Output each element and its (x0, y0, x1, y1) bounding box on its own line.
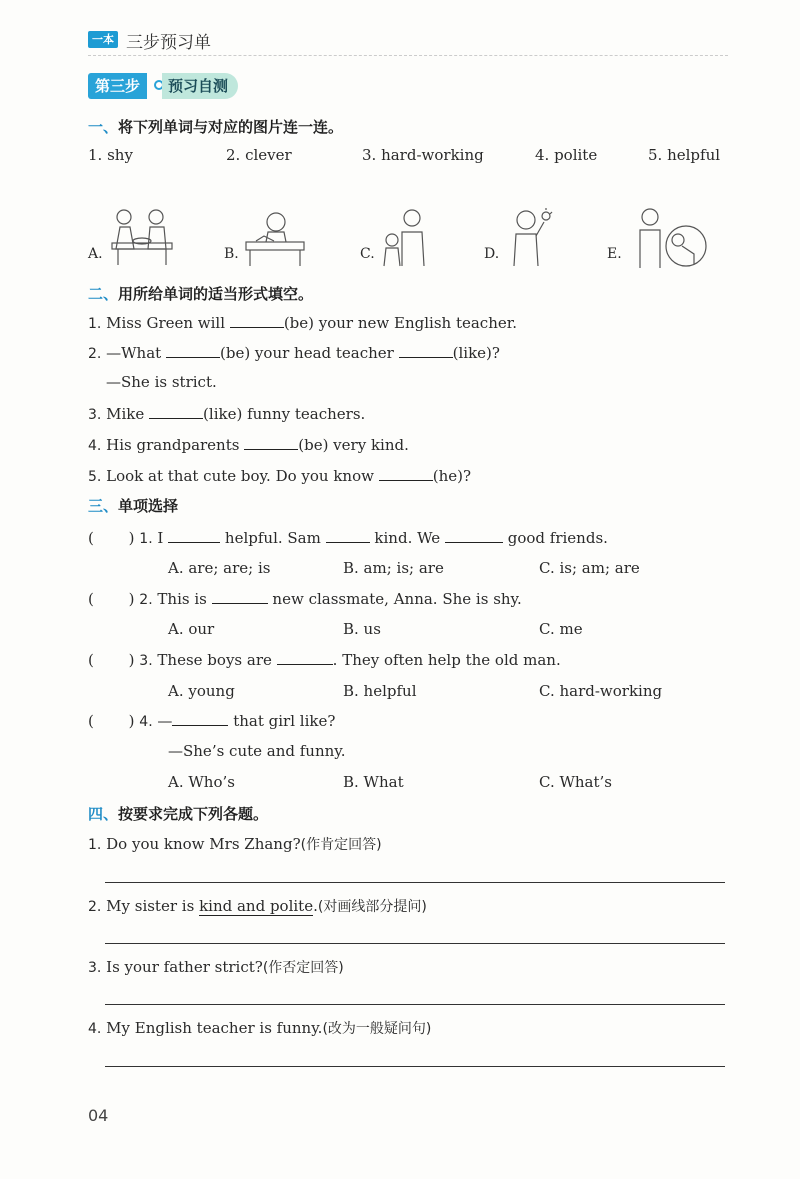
question-text: (like) funny teachers. (203, 405, 366, 423)
option-a[interactable]: A. are; are; is (168, 559, 271, 577)
question-number: 4. (88, 1021, 102, 1037)
answer-paren-close: ) (128, 590, 135, 608)
question-number: 3. (88, 407, 102, 423)
question-text: helpful. Sam (224, 529, 321, 547)
answer-blank (326, 528, 370, 543)
answer-paren-close: ) (128, 712, 135, 730)
answer-paren-open: ( (88, 590, 94, 608)
answer-blank[interactable] (149, 404, 203, 419)
picture-a-two-girls-at-table (106, 205, 178, 267)
question-text: good friends. (507, 529, 608, 547)
option-c[interactable]: C. What’s (539, 773, 612, 791)
section4-number: 四、 (88, 805, 119, 823)
question-number: 2. (88, 899, 102, 915)
word-4: 4. polite (535, 146, 598, 164)
option-b[interactable]: B. am; is; are (343, 559, 444, 577)
question-text: (be) your head teacher (219, 344, 394, 362)
answer-blank[interactable] (230, 313, 284, 328)
task-question-1 (88, 834, 382, 854)
section3-heading (88, 495, 178, 516)
fill-question-5 (88, 466, 471, 485)
section2-number: 二、 (88, 285, 119, 303)
option-c[interactable]: C. me (539, 620, 583, 638)
question-text: Mike (106, 405, 145, 423)
question-number: 4. (139, 714, 153, 730)
section1-title: 将下列单词与对应的图片连一连。 (118, 118, 344, 136)
question-number: 1. (139, 531, 153, 547)
picture-label-b: B. (224, 246, 239, 262)
answer-blank (277, 650, 333, 665)
page-number: 04 (88, 1106, 109, 1125)
picture-d-boy-with-idea (504, 206, 554, 268)
picture-c-woman-and-child (376, 206, 436, 268)
instruction-note: (对画线部分提问) (317, 899, 427, 915)
underlined-phrase: kind and polite (199, 897, 314, 915)
option-b[interactable]: B. us (343, 620, 381, 638)
dialogue-answer: —She’s cute and funny. (168, 742, 346, 760)
section2-heading (88, 283, 313, 304)
question-text: Is your father strict? (106, 958, 263, 976)
section1-number: 一、 (88, 118, 119, 136)
fill-question-4 (88, 435, 409, 454)
option-a[interactable]: A. Who’s (168, 773, 235, 791)
question-text: (like)? (452, 344, 500, 362)
fill-question-1 (88, 313, 517, 332)
question-text: These boys are (157, 651, 272, 669)
task-question-2 (88, 896, 427, 916)
option-c[interactable]: C. hard-working (539, 682, 663, 700)
section3-title: 单项选择 (118, 497, 179, 515)
question-text: that girl like? (233, 712, 336, 730)
option-c[interactable]: C. is; am; are (539, 559, 640, 577)
picture-b-boy-at-desk (240, 208, 308, 268)
question-text: His grandparents (106, 436, 240, 454)
question-number: 1. (88, 837, 102, 853)
answer-line[interactable] (105, 1004, 725, 1005)
question-text: This is (157, 590, 207, 608)
instruction-note: (改为一般疑问句) (322, 1021, 432, 1037)
answer-paren-open: ( (88, 651, 94, 669)
answer-blank (168, 528, 220, 543)
question-text: new classmate, Anna. She is shy. (272, 590, 522, 608)
answer-paren-open: ( (88, 529, 94, 547)
step-name: 预习自测 (162, 73, 238, 99)
word-2: 2. clever (226, 146, 292, 164)
question-text: —What (106, 344, 162, 362)
question-text: . (313, 897, 318, 915)
answer-blank[interactable] (399, 343, 453, 358)
answer-line[interactable] (105, 882, 725, 883)
word-1: 1. shy (88, 146, 133, 164)
answer-blank (445, 528, 503, 543)
answer-blank[interactable] (244, 435, 298, 450)
section4-heading (88, 803, 268, 824)
question-text: My sister is (106, 897, 195, 915)
word-3: 3. hard-working (362, 146, 484, 164)
dialogue-answer: —She is strict. (106, 373, 217, 391)
picture-label-e: E. (607, 246, 622, 262)
question-text: My English teacher is funny. (106, 1019, 323, 1037)
header-title: 三步预习单 (126, 33, 211, 53)
question-number: 5. (88, 469, 102, 485)
question-number: 3. (88, 960, 102, 976)
answer-blank (172, 711, 228, 726)
picture-label-d: D. (484, 246, 500, 262)
instruction-note: (作肯定回答) (300, 837, 382, 853)
fill-question-2 (88, 343, 500, 362)
instruction-note: (作否定回答) (262, 960, 344, 976)
answer-line[interactable] (105, 943, 725, 944)
section4-title: 按要求完成下列各题。 (118, 805, 269, 823)
step-label: 第三步 (88, 73, 147, 99)
question-number: 3. (139, 653, 153, 669)
answer-blank[interactable] (166, 343, 220, 358)
question-text: (be) your new English teacher. (283, 314, 518, 332)
option-a[interactable]: A. our (168, 620, 215, 638)
choice-question-4 (88, 711, 335, 730)
section3-number: 三、 (88, 497, 119, 515)
question-text: — (157, 712, 173, 730)
option-b[interactable]: B. helpful (343, 682, 417, 700)
option-b[interactable]: B. What (343, 773, 404, 791)
question-number: 4. (88, 438, 102, 454)
answer-paren-close: ) (128, 651, 135, 669)
question-text: Look at that cute boy. Do you know (106, 467, 374, 485)
task-question-4 (88, 1018, 431, 1038)
picture-label-a: A. (88, 246, 103, 262)
option-a[interactable]: A. young (168, 682, 235, 700)
section1-heading (88, 116, 343, 137)
answer-line[interactable] (105, 1066, 725, 1067)
word-5: 5. helpful (648, 146, 721, 164)
answer-paren-open: ( (88, 712, 94, 730)
choice-question-3 (88, 650, 561, 669)
task-question-3 (88, 957, 344, 977)
header-divider (88, 55, 728, 56)
question-number: 1. (88, 316, 102, 332)
question-text: (be) very kind. (298, 436, 409, 454)
answer-blank (212, 589, 268, 604)
answer-paren-close: ) (128, 529, 135, 547)
question-text: Miss Green will (106, 314, 226, 332)
question-text: I (157, 529, 164, 547)
question-text: Do you know Mrs Zhang? (106, 835, 301, 853)
question-text: kind. We (374, 529, 441, 547)
choice-question-1 (88, 528, 608, 547)
picture-e-man-and-bowing-boy (628, 206, 708, 270)
question-number: 2. (88, 346, 102, 362)
fill-question-3 (88, 404, 365, 423)
answer-blank[interactable] (379, 466, 433, 481)
choice-question-2 (88, 589, 522, 608)
question-number: 2. (139, 592, 153, 608)
picture-label-c: C. (360, 246, 375, 262)
question-text: . They often help the old man. (332, 651, 561, 669)
series-logo: 一本 (88, 31, 118, 48)
section2-title: 用所给单词的适当形式填空。 (118, 285, 314, 303)
question-text: (he)? (432, 467, 472, 485)
